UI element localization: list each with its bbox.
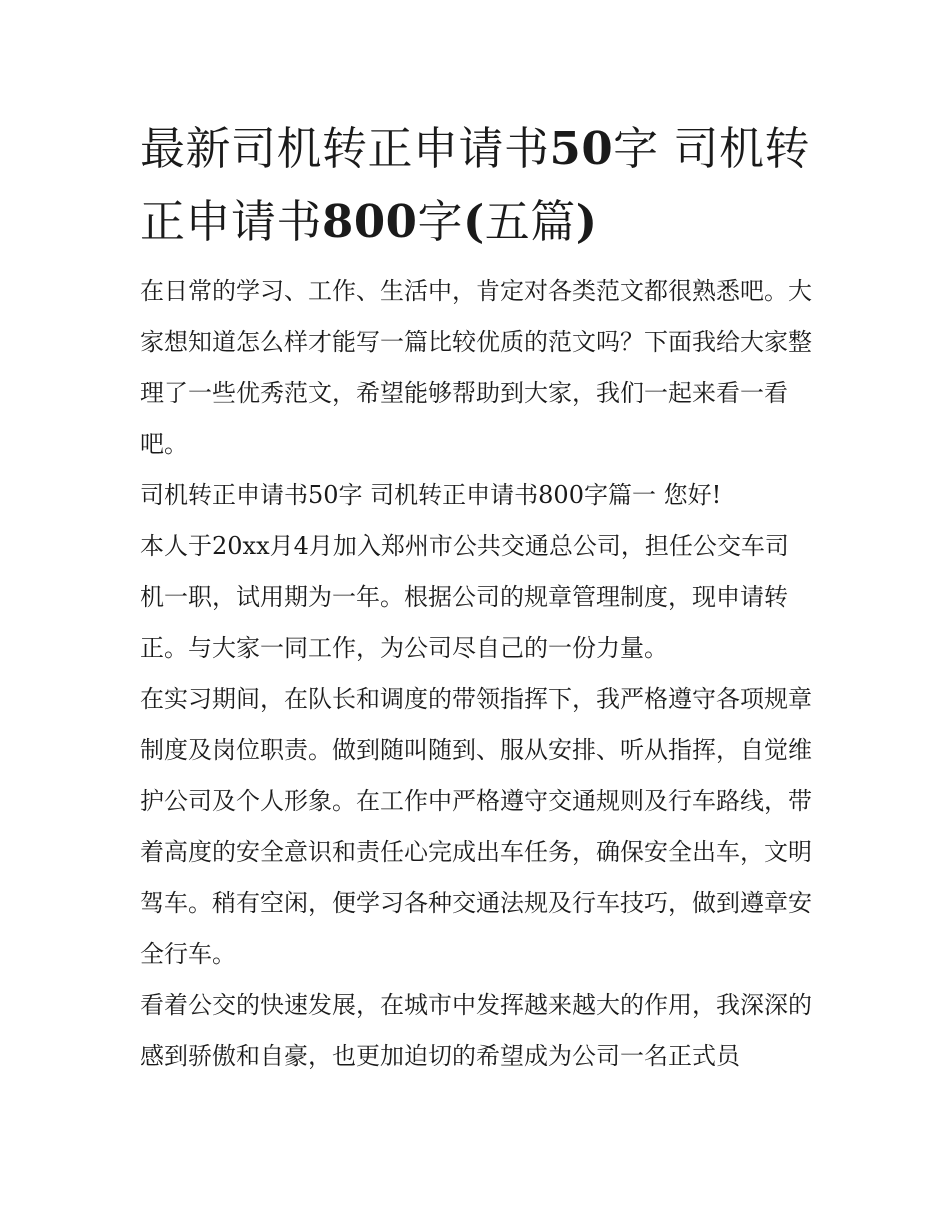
- document-title: 最新司机转正申请书50字 司机转正申请书800字(五篇): [140, 122, 810, 248]
- paragraph-joining: 本人于20xx月4月加入郑州市公共交通总公司，担任公交车司机一职，试用期为一年。根据公司的规章管理制度，现申请转正。与大家一同工作，为公司尽自己的一份力量。: [140, 532, 789, 662]
- document-page: [140, 112, 812, 1082]
- paragraph-internship: 在实习期间，在队长和调度的带领指挥下，我严格遵守各项规章制度及岗位职责。做到随叫随到、服从安排、听从指挥，自觉维护公司及个人形象。在工作中严格遵守交通规则及行车路线，带着高度的安全意识和责任心完成出车任务，确保安全出车，文明驾车。稍有空闲，便学习各种交通法规及行车技巧，做到遵章安全行车。: [140, 685, 812, 968]
- paragraph-development: 看着公交的快速发展，在城市中发挥越来越大的作用，我深深的感到骄傲和自豪，也更加迫切的希望成为公司一名正式员: [140, 991, 812, 1070]
- paragraph-intro: 在日常的学习、工作、生活中，肯定对各类范文都很熟悉吧。大家想知道怎么样才能写一篇比较优质的范文吗？下面我给大家整理了一些优秀范文，希望能够帮助到大家，我们一起来看一看吧。: [140, 277, 812, 458]
- document-body: [140, 266, 812, 1082]
- paragraph-heading-one: 司机转正申请书50字 司机转正申请书800字篇一 您好!: [140, 481, 722, 509]
